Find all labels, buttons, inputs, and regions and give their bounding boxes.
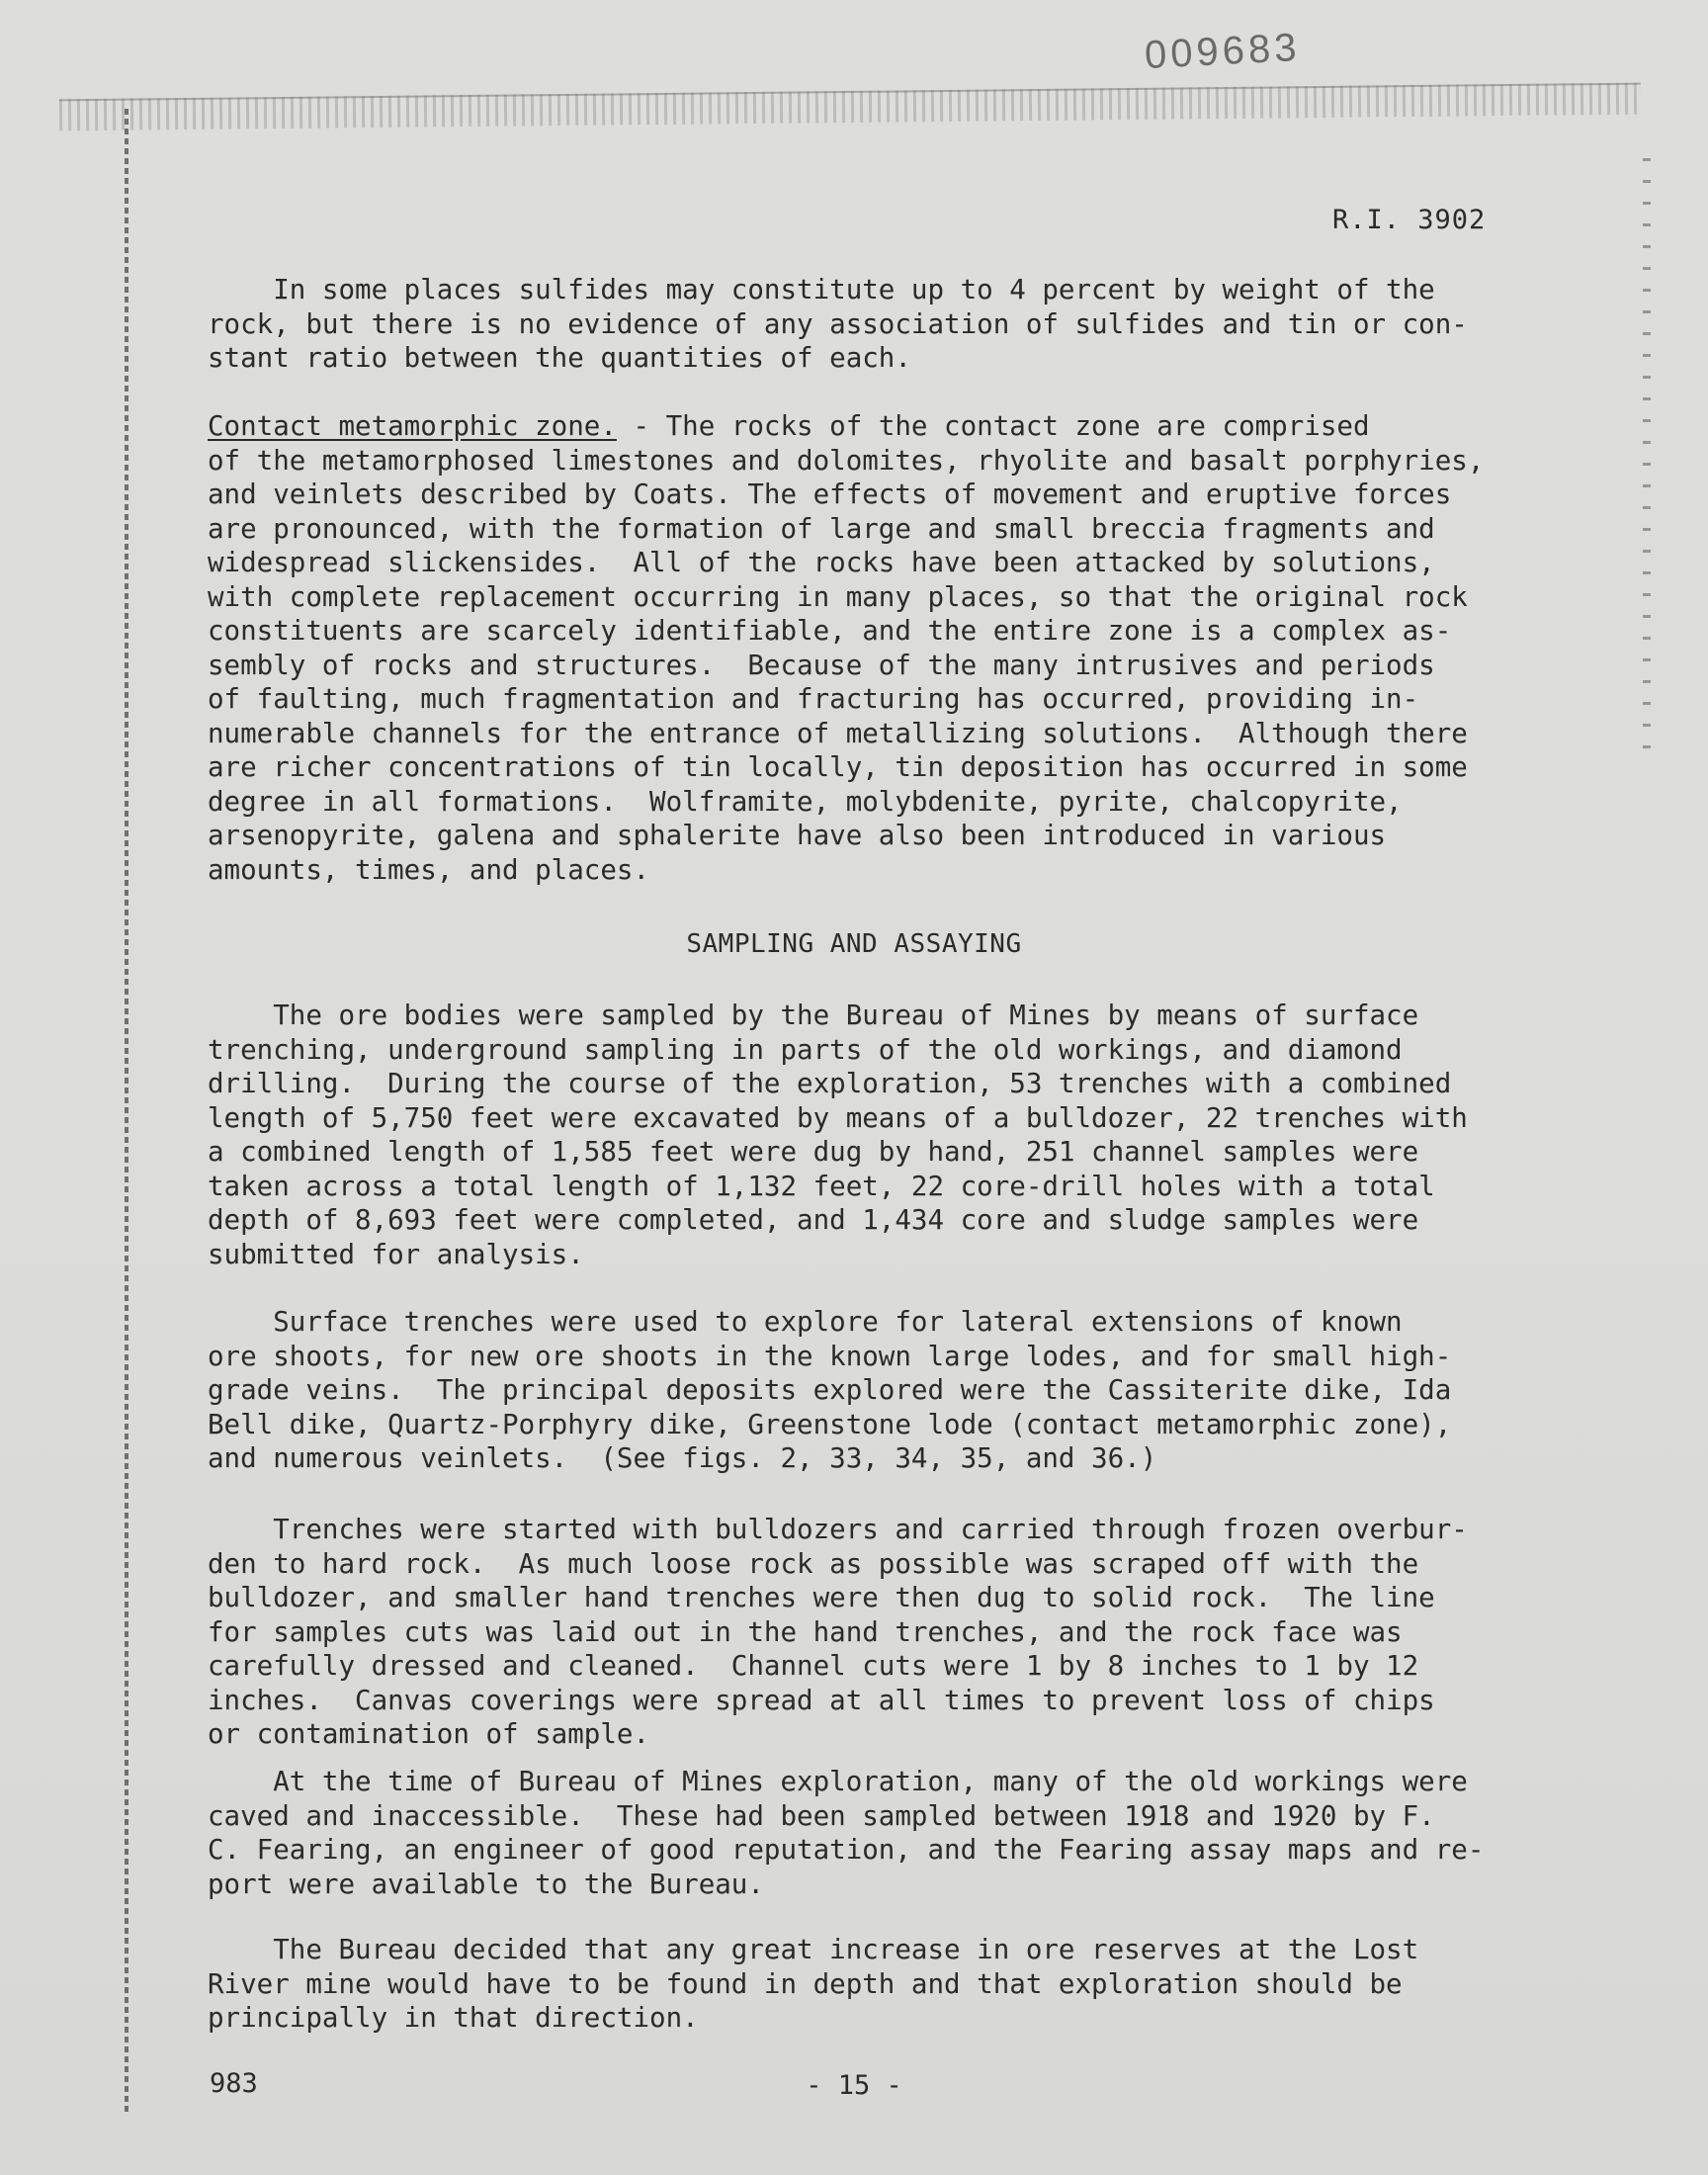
- paragraph-contact-zone: [208, 409, 1522, 887]
- report-number: R.I. 3902: [1332, 205, 1487, 235]
- contact-zone-heading: Contact metamorphic zone.: [208, 410, 617, 442]
- page-top-edge-shadow: [59, 83, 1641, 131]
- page-left-edge-shadow: [125, 109, 128, 2116]
- paragraph-surface-trenches: Surface trenches were used to explore for lateral extensions of known ore shoots, for new ore shoots in the known large lodes, and for small high- grade veins. The principal deposits explored were the Cassiterite dike, Ida Bell dike, Quartz-Porphyry dike, Greenstone lode (contact metamorphic zone), and numerous veinlets. (See figs. 2, 33, 34, 35, and 36.): [208, 1306, 1452, 1474]
- paragraph-sampling-methods: The ore bodies were sampled by the Bureau of Mines by means of surface trenching, underground sampling in parts of the old workings, and diamond drilling. During the course of the exploration, 53 trenches with a combined length of 5,750 feet were excavated by means of a bulldozer, 22 trenches with a combined length of 1,585 feet were dug by hand, 251 channel samples were taken across a total length of 1,132 feet, 22 core-drill holes with a total depth of 8,693 feet were completed, and 1,434 core and sludge samples were submitted for analysis.: [208, 1000, 1468, 1270]
- paragraph-bureau-decision: The Bureau decided that any great increase in ore reserves at the Lost River mine would have to be found in depth and that exploration should be principally in that direction.: [208, 1934, 1419, 2034]
- document-stamp-number: 009683: [1143, 25, 1302, 78]
- contact-zone-text: - The rocks of the contact zone are comprised of the metamorphosed limestones and dolomites, rhyolite and basalt porphyries, and veinlets described by Coats. The effects of movement and eruptive forces are pronounced, with the formation of large and small breccia fragments and widespread slickensides. All of the rocks have been attacked by solutions, with complete replacement occurring in many places, so that the original rock constituents are scarcely identifiable, and the entire zone is a complex as- sembly of rocks and structures. Because of the many intrusives and periods of faulting, much fragmentation and fracturing has occurred, providing in- numerable channels for the entrance of metallizing solutions. Although there are richer concentrations of tin locally, tin deposition has occurred in some degree in all formations. Wolframite, molybdenite, pyrite, chalcopyrite, arsenopyrite, galena and sphalerite have also been introduced in various amounts, times, and places.: [208, 410, 1485, 886]
- footer-doc-code: 983: [210, 2068, 258, 2099]
- footer-page-number: - 15 -: [806, 2070, 902, 2101]
- paragraph-fearing-sampling: At the time of Bureau of Mines exploration, many of the old workings were caved and inaccessible. These had been sampled between 1918 and 1920 by F. C. Fearing, an engineer of good reputation, and the Fearing assay maps and re- port were available to the Bureau.: [208, 1766, 1485, 1900]
- paragraph-trench-procedure: Trenches were started with bulldozers and carried through frozen overbur- den to hard rock. As much loose rock as possible was scraped off with the bulldozer, and smaller hand trenches were then dug to solid rock. The line for samples cuts was laid out in the hand trenches, and the rock face was carefully dressed and cleaned. Channel cuts were 1 by 8 inches to 1 by 12 inches. Canvas coverings were spread at all times to prevent loss of chips or contamination of sample.: [208, 1514, 1468, 1750]
- section-heading-sampling: SAMPLING AND ASSAYING: [686, 929, 1022, 959]
- page-right-edge-specks: [1643, 158, 1651, 751]
- paragraph-sulfides: In some places sulfides may constitute up to 4 percent by weight of the rock, but there is no evidence of any association of sulfides and tin or con- stant ratio between the quantities of each.: [208, 274, 1468, 374]
